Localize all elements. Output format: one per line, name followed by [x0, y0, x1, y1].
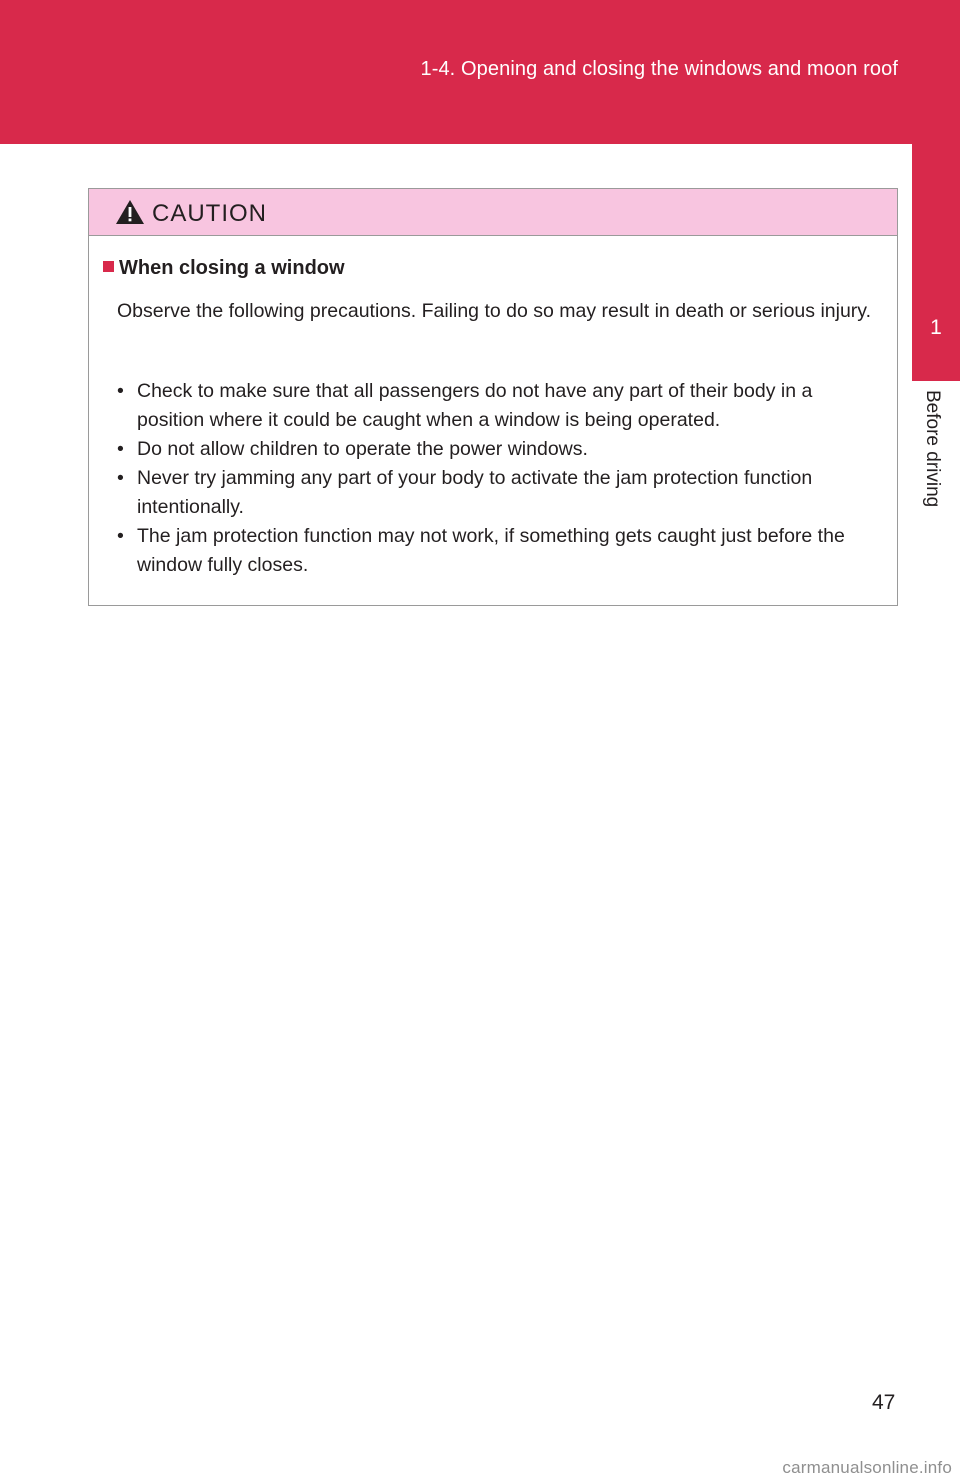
list-item: [117, 464, 882, 522]
list-item-text: The jam protection function may not work, if something gets caught just before the window fully closes.: [137, 525, 845, 576]
precaution-list: [117, 377, 882, 580]
list-item: [117, 377, 882, 435]
caution-header: [89, 189, 897, 236]
intro-paragraph: Observe the following precautions. Failing to do so may result in death or serious injury.: [117, 300, 872, 322]
bullet-dot-icon: •: [117, 438, 124, 460]
bullet-dot-icon: •: [117, 525, 124, 547]
chapter-label-container: [912, 390, 960, 540]
chapter-number: 1: [930, 316, 942, 339]
caution-title: CAUTION: [152, 200, 267, 227]
square-bullet-icon: [103, 261, 114, 272]
list-item: [117, 522, 882, 580]
page-number: 47: [872, 1391, 896, 1414]
caution-box: [88, 188, 898, 606]
chapter-tab: [912, 144, 960, 381]
watermark[interactable]: carmanualsonline.info: [782, 1458, 952, 1477]
bullet-dot-icon: •: [117, 380, 124, 402]
section-heading: [103, 257, 345, 280]
bullet-dot-icon: •: [117, 467, 124, 489]
header-band: [0, 0, 960, 144]
list-item: [117, 435, 882, 464]
chapter-label: Before driving: [922, 390, 943, 508]
list-item-text: Do not allow children to operate the power windows.: [137, 438, 588, 460]
list-item-text: Never try jamming any part of your body to activate the jam protection function intentionally.: [137, 467, 813, 518]
warning-triangle-icon: [115, 199, 145, 225]
section-title: 1-4. Opening and closing the windows and moon roof: [420, 58, 898, 80]
list-item-text: Check to make sure that all passengers do not have any part of their body in a position where it could be caught when a window is being operated.: [137, 380, 813, 431]
section-heading-text: When closing a window: [119, 257, 345, 279]
